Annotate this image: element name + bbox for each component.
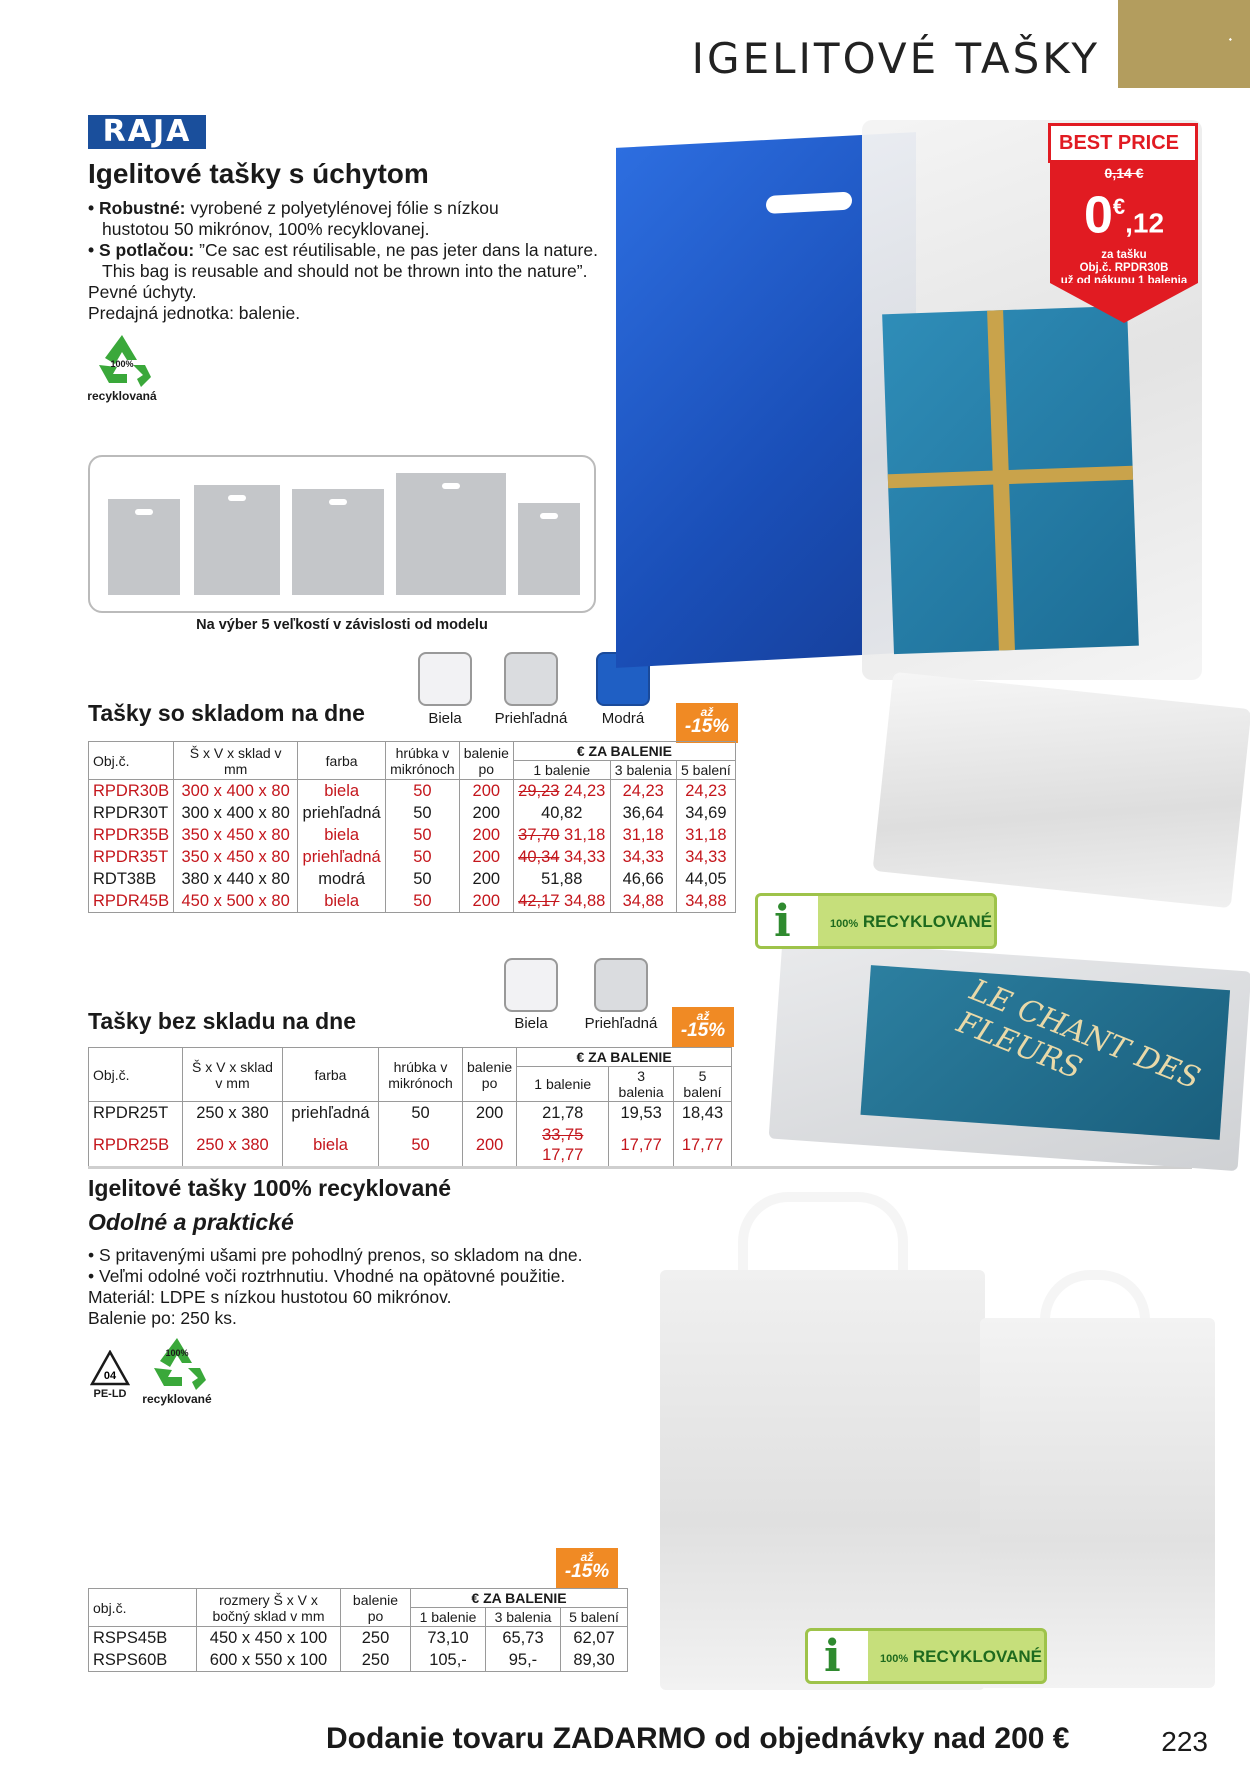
table-cell: 600 x 550 x 100 [197, 1649, 341, 1672]
table-cell: 31,18 [676, 824, 735, 846]
table-cell [513, 846, 610, 868]
col-header-group: € ZA BALENIE [517, 1048, 732, 1067]
price-unit: za tašku [1101, 249, 1147, 262]
table-cell: 350 x 450 x 80 [174, 846, 298, 868]
price: 34,88 [564, 892, 606, 910]
table-cell: RPDR45B [89, 890, 174, 913]
swatch-white [504, 958, 558, 1012]
tag-arrow [1050, 283, 1198, 323]
table-cell: RPDR30T [89, 802, 174, 824]
table-cell: 50 [386, 868, 460, 890]
price: 105,- [429, 1651, 467, 1669]
table-cell: 200 [459, 846, 513, 868]
table-cell: 50 [386, 890, 460, 913]
recycled-label: recyklovaná [87, 389, 157, 403]
section3-description [88, 1245, 648, 1329]
swatch-label: Biela [514, 1015, 548, 1032]
section-tab [1118, 0, 1250, 88]
col-header-group: € ZA BALENIE [411, 1589, 628, 1608]
table-cell: 50 [386, 802, 460, 824]
section1-description [88, 198, 628, 324]
table-cell: 89,30 [560, 1649, 627, 1672]
section-divider [88, 1166, 1192, 1169]
old-price: 40,34 [518, 848, 560, 866]
old-price: 42,17 [518, 892, 560, 910]
book-cover [860, 965, 1230, 1140]
table1-title: Tašky so skladom na dne [88, 700, 365, 726]
table-recycled-bags [88, 1588, 628, 1672]
best-price-body [1050, 163, 1198, 288]
table-cell: 50 [379, 1102, 463, 1125]
pe-ld-icon [90, 1350, 130, 1388]
best-price-tag [1048, 117, 1204, 332]
recycled-info-text: 100% RECYKLOVANÉ [830, 912, 992, 931]
table-cell: RSPS60B [89, 1649, 197, 1672]
table-cell: 31,18 [610, 824, 676, 846]
bag-size-shape [292, 489, 384, 595]
price-ref: Obj.č. RPDR30B [1079, 262, 1169, 275]
table-cell: RPDR25T [89, 1102, 183, 1125]
table-cell [411, 1649, 486, 1672]
raja-logo: RAJA [88, 115, 206, 149]
table-bags-with-bottom [88, 741, 736, 913]
table-cell: 200 [459, 868, 513, 890]
recycled-info-label [805, 1628, 1047, 1684]
recycled-badge [86, 333, 158, 403]
col-header: balenie po [341, 1589, 411, 1627]
table-cell [411, 1627, 486, 1650]
col-header: 1 balenie [517, 1067, 609, 1102]
table-cell: 46,66 [610, 868, 676, 890]
col-header: balenie po [459, 742, 513, 780]
table-cell: RPDR35B [89, 824, 174, 846]
col-header: farba [283, 1048, 379, 1102]
table-cell: RPDR30B [89, 780, 174, 803]
ribbon [888, 466, 1133, 489]
table-cell: 200 [459, 824, 513, 846]
section3-subtitle: Odolné a praktické [88, 1209, 294, 1235]
desc-line: This bag is reusable and should not be thrown into the nature”. [102, 261, 588, 281]
table-cell: priehľadná [298, 802, 386, 824]
table-cell: 34,88 [610, 890, 676, 913]
table-cell: modrá [298, 868, 386, 890]
table-cell: 250 [341, 1627, 411, 1650]
recycled-badge [140, 1336, 214, 1406]
table-cell: 95,- [485, 1649, 560, 1672]
col-header: 3 balenia [485, 1608, 560, 1627]
table-cell: RSPS45B [89, 1627, 197, 1650]
col-header: rozmery Š x V x bočný sklad v mm [197, 1589, 341, 1627]
table-cell: 350 x 450 x 80 [174, 824, 298, 846]
swatch-label: Priehľadná [584, 1015, 658, 1032]
table-cell: 200 [459, 802, 513, 824]
col-header-group: € ZA BALENIE [513, 742, 735, 761]
table-cell: 50 [386, 780, 460, 803]
col-header: hrúbka v mikrónoch [386, 742, 460, 780]
info-icon: i [824, 1631, 841, 1682]
table-cell: 200 [459, 890, 513, 913]
desc-line: hustotou 50 mikrónov, 100% recyklovanej. [102, 219, 430, 239]
price: 73,10 [427, 1629, 469, 1647]
swatch-label: Modrá [601, 710, 645, 727]
book-cover-text: LE CHANT DES FLEURS [951, 972, 1205, 1097]
table-cell: RDT38B [89, 868, 174, 890]
desc-line: Pevné úchyty. [88, 282, 197, 302]
tab-mark: ⬩ [1228, 34, 1232, 44]
col-header: 5 balení [676, 761, 735, 780]
table-cell: 62,07 [560, 1627, 627, 1650]
desc-line: Materiál: LDPE s nízkou hustotou 60 mikrónov. [88, 1287, 452, 1307]
desc-line: • Veľmi odolné voči roztrhnutiu. Vhodné na opätovné použitie. [88, 1266, 566, 1286]
large-recycled-bag-photo [660, 1270, 985, 1690]
desc-line: Predajná jednotka: balenie. [88, 303, 301, 323]
table-cell: 24,23 [676, 780, 735, 803]
table-row [89, 846, 736, 868]
table-cell: 19,53 [609, 1102, 674, 1125]
table-row [89, 868, 736, 890]
recycled-info-label [755, 893, 997, 949]
table-cell: priehľadná [298, 846, 386, 868]
swatch-clear [594, 958, 648, 1012]
swatch-label: Priehľadná [494, 710, 568, 727]
price: 40,82 [541, 804, 583, 822]
table-cell [517, 1124, 609, 1167]
table-cell [517, 1102, 609, 1125]
old-price: 29,23 [518, 782, 560, 800]
new-price: 0€,12 [1083, 186, 1165, 245]
swatch-clear [504, 652, 558, 706]
desc-line: • S pritavenými ušami pre pohodlný prenos, so skladom na dne. [88, 1245, 583, 1265]
table-cell: 34,69 [676, 802, 735, 824]
price: 24,23 [564, 782, 606, 800]
section-title-handle-bags: Igelitové tašky s úchytom [88, 158, 429, 189]
col-header: Š x V x sklad v mm [183, 1048, 283, 1102]
table-cell: 18,43 [673, 1102, 731, 1125]
table-cell: 24,23 [610, 780, 676, 803]
sizes-caption: Na výber 5 veľkostí v závislosti od modelu [196, 617, 488, 633]
table-cell: biela [298, 780, 386, 803]
col-header: farba [298, 742, 386, 780]
table-cell: 50 [386, 824, 460, 846]
swatch-label: Biela [428, 710, 462, 727]
desc-line: • S potlačou: ”Ce sac est réutilisable, ne pas jeter dans la nature. [88, 240, 598, 260]
table-cell: 380 x 440 x 80 [174, 868, 298, 890]
col-header: Obj.č. [89, 742, 174, 780]
table-cell: 250 x 380 [183, 1102, 283, 1125]
old-price: 33,75 [542, 1126, 584, 1144]
best-price-label: BEST PRICE [1048, 123, 1198, 163]
recycle-icon [146, 1336, 208, 1392]
table-cell: 450 x 500 x 80 [174, 890, 298, 913]
table-cell: 250 x 380 [183, 1124, 283, 1167]
table-cell: 50 [379, 1124, 463, 1167]
table-cell: 17,77 [609, 1124, 674, 1167]
discount-badge: až -15% [676, 703, 738, 743]
col-header: obj.č. [89, 1589, 197, 1627]
table-cell: 44,05 [676, 868, 735, 890]
col-header: Obj.č. [89, 1048, 183, 1102]
table-row [89, 1627, 628, 1650]
col-header: 3 balenia [610, 761, 676, 780]
price: 31,18 [564, 826, 606, 844]
table-cell [513, 890, 610, 913]
flat-bag-photo [873, 672, 1250, 909]
svg-text:100%: 100% [165, 1348, 189, 1358]
svg-text:04: 04 [103, 1370, 117, 1382]
bag-size-shape [194, 485, 280, 595]
section3-title: Igelitové tašky 100% recyklované [88, 1175, 452, 1201]
table-row [89, 1124, 732, 1167]
table-cell: RPDR35T [89, 846, 174, 868]
table2-title: Tašky bez skladu na dne [88, 1008, 357, 1034]
col-header: Š x V x sklad v mm [174, 742, 298, 780]
table-row [89, 1102, 732, 1125]
pe-ld-label: PE-LD [93, 1388, 127, 1400]
page-number: 223 [1161, 1726, 1208, 1757]
col-header: 5 balení [673, 1067, 731, 1102]
info-icon: i [774, 896, 791, 947]
recycled-info-text: 100% RECYKLOVANÉ [880, 1647, 1042, 1666]
recycled-label: recyklované [142, 1392, 212, 1406]
old-price: 0,14 € [1104, 165, 1144, 181]
table-cell: 300 x 400 x 80 [174, 802, 298, 824]
bag-sizes-illustration [88, 455, 596, 613]
table-cell: 200 [459, 780, 513, 803]
bag-size-shape [518, 503, 580, 595]
table-bags-no-bottom [88, 1047, 732, 1167]
table-row [89, 802, 736, 824]
col-header: 5 balení [560, 1608, 627, 1627]
discount-badge: až -15% [556, 1548, 618, 1588]
table-cell [513, 780, 610, 803]
table-cell: biela [283, 1124, 379, 1167]
pe-ld-badge [88, 1350, 132, 1400]
table-cell: priehľadná [283, 1102, 379, 1125]
bag-size-shape [396, 473, 506, 595]
table-cell: biela [298, 824, 386, 846]
svg-text:100%: 100% [110, 359, 134, 369]
discount-badge: až -15% [672, 1007, 734, 1047]
price-condition: už od nákupu 1 balenia [1060, 275, 1188, 288]
table-row [89, 890, 736, 913]
price: 34,33 [564, 848, 606, 866]
table-cell: 200 [463, 1124, 517, 1167]
book-in-bag-photo [769, 939, 1250, 1171]
col-header: 1 balenie [411, 1608, 486, 1627]
table-cell: 65,73 [485, 1627, 560, 1650]
page-header-title: IGELITOVÉ TAŠKY [691, 34, 1100, 83]
old-price: 37,70 [518, 826, 560, 844]
table-cell: 450 x 450 x 100 [197, 1627, 341, 1650]
col-header: hrúbka v mikrónoch [379, 1048, 463, 1102]
table-cell: 34,33 [676, 846, 735, 868]
desc-line: Balenie po: 250 ks. [88, 1308, 237, 1328]
table-cell: 34,88 [676, 890, 735, 913]
bag-handle-cutout [766, 191, 852, 214]
table-cell: 34,33 [610, 846, 676, 868]
gift-box-photo [882, 306, 1139, 654]
table-cell [513, 802, 610, 824]
col-header: 1 balenie [513, 761, 610, 780]
price: 51,88 [541, 870, 583, 888]
table-cell: 200 [463, 1102, 517, 1125]
table-cell [513, 868, 610, 890]
table-cell: 17,77 [673, 1124, 731, 1167]
table-cell: 50 [386, 846, 460, 868]
price: 21,78 [542, 1104, 584, 1122]
table-cell: RPDR25B [89, 1124, 183, 1167]
col-header: 3 balenia [609, 1067, 674, 1102]
desc-line: • Robustné: vyrobené z polyetylénovej fólie s nízkou [88, 198, 499, 218]
table-cell: biela [298, 890, 386, 913]
table-cell: 300 x 400 x 80 [174, 780, 298, 803]
free-delivery-note: Dodanie tovaru ZADARMO od objednávky nad 200 € [326, 1722, 1070, 1755]
col-header: balenie po [463, 1048, 517, 1102]
table-row [89, 780, 736, 803]
table-row [89, 1649, 628, 1672]
table-cell [513, 824, 610, 846]
recycle-icon [91, 333, 153, 389]
table-row [89, 824, 736, 846]
bag-size-shape [108, 499, 180, 595]
table-cell: 36,64 [610, 802, 676, 824]
table-cell: 250 [341, 1649, 411, 1672]
swatch-white [418, 652, 472, 706]
price: 17,77 [542, 1146, 584, 1164]
